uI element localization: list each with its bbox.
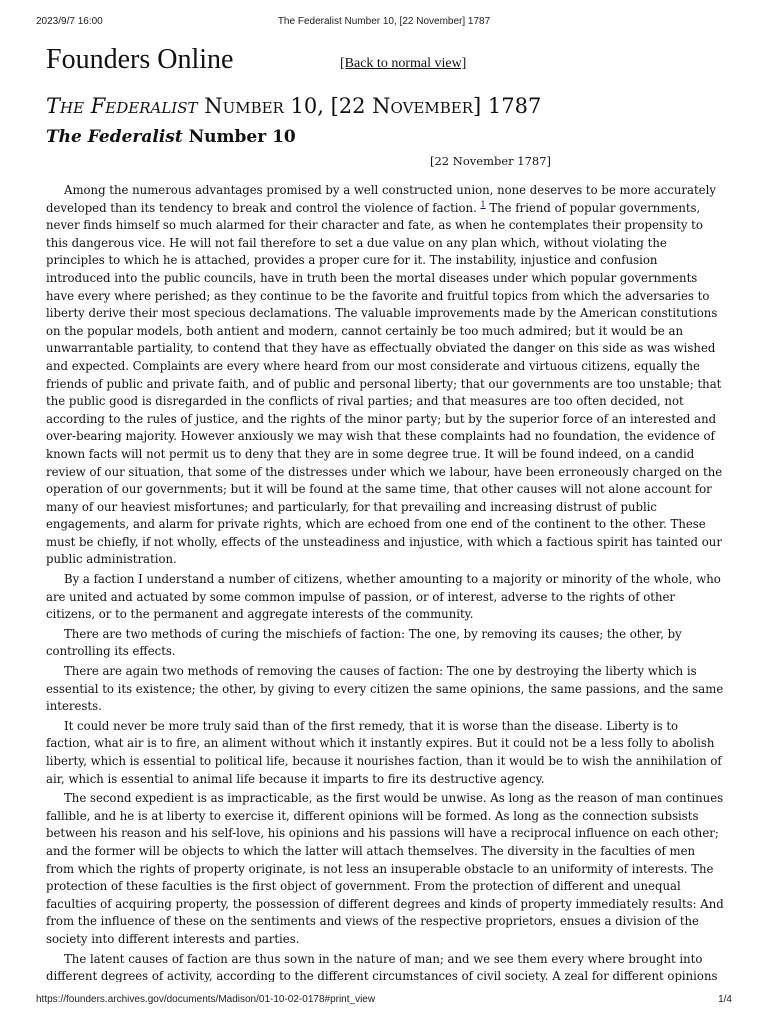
paragraph: There are two methods of curing the mischiefs of faction: The one, by removing its causes; the other, by controlling its effects. — [46, 626, 682, 659]
document-title-rest: Number 10, [22 November] 1787 — [197, 94, 542, 118]
footnote-link[interactable]: 1 — [480, 199, 486, 209]
print-url: https://founders.archives.gov/documents/Madison/01-10-02-0178#print_view — [36, 994, 376, 1005]
print-page-title: The Federalist Number 10, [22 November] 1787 — [277, 16, 491, 27]
paragraph: There are again two methods of removing the causes of faction: The one by destroying the liberty which is essential to its existence; the other, by giving to every citizen the same opinions, the same passions, and the same interests. — [46, 664, 724, 714]
document-subtitle-rest: Number 10 — [182, 127, 296, 147]
back-to-normal-view-link[interactable]: [Back to normal view] — [340, 56, 467, 71]
paragraph: By a faction I understand a number of citizens, whether amounting to a majority or minority of the whole, who are united and actuated by some common impulse of passion, or of interest, adverse to the rights of other citizens, or to the permanent and aggregate interests of the community. — [46, 572, 721, 622]
print-page-number: 1/4 — [718, 994, 732, 1005]
print-footer — [36, 994, 732, 1008]
paragraph: The second expedient is as impracticable, as the first would be unwise. As long as the reason of man continues fallible, and he is at liberty to exercise it, different opinions will be formed. As long as the connection subsists between his reason and his self-love, his opinions and his passions will have a reciprocal influence on each other; and the former will be objects to which the latter will attach themselves. The diversity in the faculties of men from which the rights of property originate, is not less an insuperable obstacle to an uniformity of interests. The protection of these faculties is the first object of government. From the protection of different and unequal faculties of acquiring property, the possession of different degrees and kinds of property immediately results: And from the influence of these on the sentiments and views of the respective proprietors, ensues a division of the society into different interests and parties. — [46, 791, 724, 946]
paragraph: The latent causes of faction are thus sown in the nature of man; and we see them every where brought into different degrees of activity, according to the different circumstances of civil society. A zeal for different opinions — [46, 951, 718, 982]
paragraph-text: The friend of popular governments, never finds himself so much alarmed for their character and fate, as when he contemplates their propensity to this dangerous vice. He will not fail therefore to set a due value on any plan which, without violating the principles to which he is attached, provides a proper cure for it. The instability, injustice and confusion introduced into the public councils, have in truth been the mortal diseases under which popular governments have every where perished; as they continue to be the favorite and fruitful topics from which the adversaries to liberty derive their most specious declamations. The valuable improvements made by the American constitutions on the popular models, both antient and modern, cannot certainly be too much admired; but it would be an unwarrantable partiality, to contend that they have as effectually obviated the danger on this side as was wished and expected. Complaints are every where heard from our most considerate and virtuous citizens, equally the friends of public and private faith, and of public and personal liberty; that our governments are too unstable; that the public good is disregarded in the conflicts of rival parties; and that measures are too often decided, not according to the rules of justice, and the rights of the minor party; but by the superior force of an interested and over-bearing majority. However anxiously we may wish that these complaints had no foundation, the evidence of known facts will not permit us to deny that they are in some degree true. It will be found indeed, on a candid review of our situation, that some of the distresses under which we labour, have been erroneously charged on the operation of our governments; but it will be found at the same time, that other causes will not alone account for many of our heaviest misfortunes; and particularly, for that prevailing and increasing distrust of public engagements, and alarm for private rights, which are echoed from one end of the continent to the other. These must be chiefly, if not wholly, effects of the unsteadiness and injustice, with which a factious spirit has tainted our public administration. — [46, 200, 723, 567]
document-dateline: [22 November 1787] — [430, 154, 552, 168]
document-body — [46, 182, 724, 982]
paragraph — [46, 182, 724, 569]
print-header — [36, 16, 732, 30]
document-title — [46, 94, 732, 118]
site-title: Founders Online — [46, 44, 234, 75]
print-datetime: 2023/9/7 16:00 — [36, 16, 103, 27]
back-to-normal-view-link-wrapper — [340, 56, 466, 72]
document-subtitle — [46, 127, 732, 147]
document-title-italic: The Federalist — [46, 94, 198, 118]
document-subtitle-italic: The Federalist — [46, 127, 183, 147]
site-header — [46, 44, 732, 80]
paragraph: It could never be more truly said than of the first remedy, that it is worse than the disease. Liberty is to faction, what air is to fire, an aliment without which it instantly expires. But it could not be a less folly to abolish liberty, which is essential to political life, because it nourishes faction, than it would be to wish the annihilation of air, which is essential to animal life because it imparts to fire its destructive agency. — [46, 718, 722, 786]
paragraph-text: Among the numerous advantages promised by a well constructed union, none deserves to be more accurately developed than its tendency to break and control the violence of faction. — [46, 183, 716, 215]
